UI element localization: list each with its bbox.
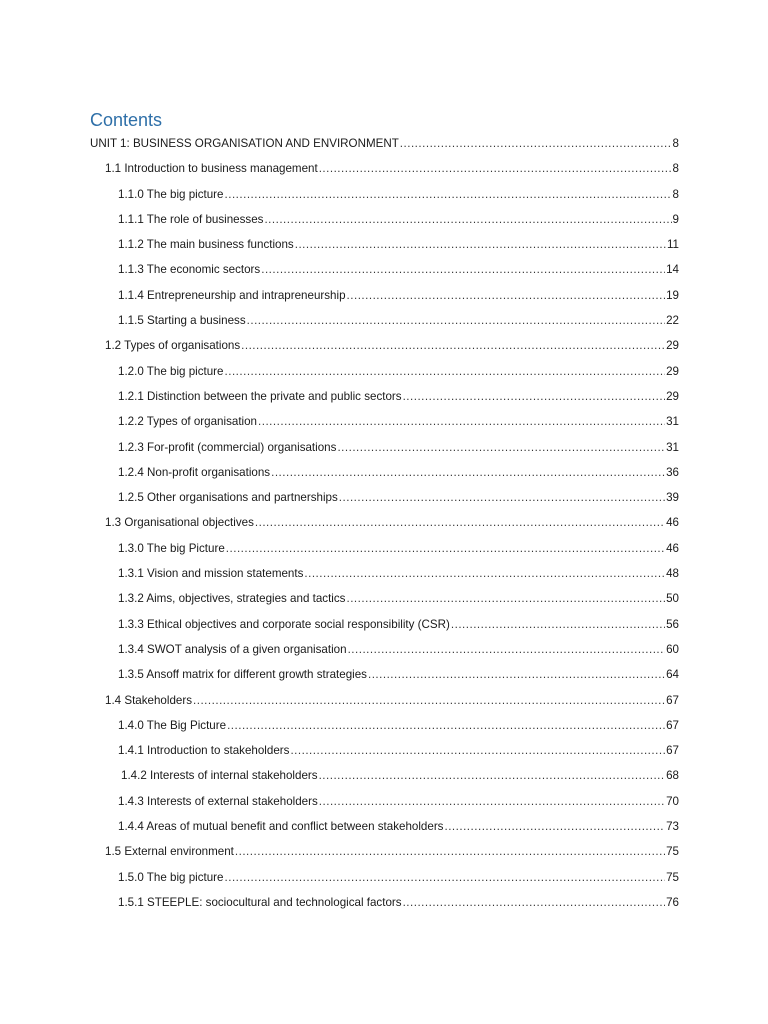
toc-dot-leader: [258, 411, 665, 433]
toc-entry[interactable]: [90, 639, 679, 664]
toc-entry[interactable]: [90, 614, 679, 639]
toc-dot-leader: [226, 538, 665, 560]
toc-entry[interactable]: [90, 715, 679, 740]
toc-entry[interactable]: [90, 664, 679, 689]
toc-entry-page-number: 68: [666, 769, 679, 783]
toc-entry-title: 1.3.4 SWOT analysis of a given organisation: [118, 642, 347, 656]
toc-entry-page-number: 75: [666, 845, 679, 859]
toc-entry[interactable]: [90, 462, 679, 487]
toc-entry-title: 1.3.1 Vision and mission statements: [118, 567, 304, 581]
toc-entry-title: 1.3.5 Ansoff matrix for different growth strategies: [118, 668, 367, 682]
toc-entry-title: 1.5 External environment: [105, 845, 234, 859]
toc-dot-leader: [368, 664, 665, 686]
toc-entry[interactable]: [90, 335, 679, 360]
toc-entry-page-number: 14: [666, 263, 679, 277]
toc-entry-page-number: 67: [666, 718, 679, 732]
toc-entry-page-number: 19: [666, 288, 679, 302]
toc-entry-title: 1.4.3 Interests of external stakeholders: [118, 794, 318, 808]
toc-entry[interactable]: [90, 740, 679, 765]
toc-entry-page-number: 46: [666, 541, 679, 555]
toc-entry-title: 1.3.0 The big Picture: [118, 541, 225, 555]
toc-dot-leader: [193, 690, 665, 712]
toc-dot-leader: [225, 361, 666, 383]
toc-entry[interactable]: [90, 841, 679, 866]
toc-entry-title: 1.4.0 The Big Picture: [118, 718, 227, 732]
toc-entry-title: 1.1 Introduction to business management: [105, 162, 318, 176]
toc-entry[interactable]: [90, 538, 679, 563]
toc-entry-title: 1.2.4 Non-profit organisations: [118, 465, 271, 479]
toc-entry-title: 1.1.5 Starting a business: [118, 314, 246, 328]
toc-entry-page-number: 73: [666, 820, 679, 834]
toc-dot-leader: [337, 437, 665, 459]
toc-entry-title: 1.3.2 Aims, objectives, strategies and tactics: [118, 592, 346, 606]
toc-entry-title: 1.2.5 Other organisations and partnerships: [118, 491, 338, 505]
toc-entry-page-number: 46: [666, 516, 679, 530]
toc-entry-page-number: 48: [666, 567, 679, 581]
toc-entry-title: 1.1.2 The main business functions: [118, 238, 294, 252]
toc-entry-page-number: 70: [666, 794, 679, 808]
toc-entry-title: 1.2.1 Distinction between the private and public sectors: [118, 389, 402, 403]
toc-entry[interactable]: [90, 184, 679, 209]
toc-dot-leader: [255, 512, 665, 534]
toc-dot-leader: [403, 892, 666, 914]
toc-entry[interactable]: [90, 765, 679, 790]
toc-dot-leader: [247, 310, 665, 332]
toc-dot-leader: [225, 184, 672, 206]
toc-dot-leader: [227, 715, 665, 737]
toc-heading: Contents: [90, 110, 163, 130]
toc-entry-page-number: 64: [666, 668, 679, 682]
toc-entry-title: 1.1.0 The big picture: [118, 187, 224, 201]
toc-entry[interactable]: [90, 158, 679, 183]
toc-dot-leader: [271, 462, 665, 484]
toc-entry-page-number: 67: [666, 744, 679, 758]
toc-entry-title: 1.4 Stakeholders: [105, 693, 193, 707]
toc-dot-leader: [319, 791, 665, 813]
toc-dot-leader: [346, 588, 665, 610]
toc-entry[interactable]: [90, 386, 679, 411]
toc-dot-leader: [235, 841, 665, 863]
toc-dot-leader: [319, 765, 666, 787]
toc-entry-title: 1.2.2 Types of organisation: [118, 415, 258, 429]
toc-entry-title: 1.1.3 The economic sectors: [118, 263, 261, 277]
toc-entry-page-number: 67: [666, 693, 679, 707]
toc-list: [90, 133, 679, 917]
toc-dot-leader: [261, 259, 665, 281]
toc-dot-leader: [264, 209, 671, 231]
toc-dot-leader: [290, 740, 665, 762]
toc-entry-page-number: 9: [672, 212, 679, 226]
toc-entry-page-number: 11: [666, 238, 679, 252]
toc-entry-title: 1.4.4 Areas of mutual benefit and conflict between stakeholders: [118, 820, 444, 834]
toc-entry-page-number: 8: [672, 137, 679, 150]
toc-entry-page-number: 60: [666, 642, 679, 656]
toc-entry[interactable]: [90, 816, 679, 841]
toc-entry-page-number: 8: [672, 162, 679, 176]
toc-entry[interactable]: [90, 892, 679, 917]
toc-entry[interactable]: [90, 690, 679, 715]
toc-entry-page-number: 36: [666, 465, 679, 479]
toc-entry-page-number: 29: [666, 339, 679, 353]
toc-entry[interactable]: [90, 133, 679, 158]
toc-dot-leader: [339, 487, 665, 509]
toc-dot-leader: [295, 234, 666, 256]
toc-entry-page-number: 29: [666, 364, 679, 378]
toc-entry-page-number: 56: [666, 617, 679, 631]
toc-dot-leader: [319, 158, 672, 180]
toc-entry-title: 1.5.0 The big picture: [118, 870, 224, 884]
toc-entry[interactable]: [90, 209, 679, 234]
toc-dot-leader: [241, 335, 665, 357]
toc-entry-title: UNIT 1: BUSINESS ORGANISATION AND ENVIRONMENT: [90, 137, 399, 150]
toc-entry-title: 1.2.0 The big picture: [118, 364, 224, 378]
toc-entry[interactable]: [90, 259, 679, 284]
toc-entry-title: 1.1.1 The role of businesses: [118, 212, 264, 226]
toc-entry-title: 1.4.2 Interests of internal stakeholders: [121, 769, 318, 783]
toc-entry-page-number: 29: [666, 389, 679, 403]
toc-entry-title: 1.3.3 Ethical objectives and corporate social responsibility (CSR): [118, 617, 450, 631]
toc-entry-page-number: 76: [666, 895, 679, 909]
toc-entry[interactable]: [90, 487, 679, 512]
toc-entry[interactable]: [90, 361, 679, 386]
toc-entry-page-number: 75: [666, 870, 679, 884]
toc-dot-leader: [348, 639, 666, 661]
toc-entry-title: 1.2 Types of organisations: [105, 339, 241, 353]
toc-entry-title: 1.2.3 For-profit (commercial) organisations: [118, 440, 337, 454]
toc-entry[interactable]: [90, 437, 679, 462]
toc-dot-leader: [347, 285, 666, 307]
toc-entry[interactable]: [90, 791, 679, 816]
toc-entry[interactable]: [90, 285, 679, 310]
toc-entry-page-number: 8: [672, 187, 679, 201]
toc-dot-leader: [451, 614, 665, 636]
toc-entry[interactable]: [90, 563, 679, 588]
toc-entry-title: 1.4.1 Introduction to stakeholders: [118, 744, 290, 758]
toc-entry-page-number: 39: [666, 491, 679, 505]
toc-dot-leader: [444, 816, 665, 838]
toc-entry-page-number: 31: [666, 440, 679, 454]
toc-dot-leader: [403, 386, 666, 408]
toc-dot-leader: [225, 867, 666, 889]
toc-entry-page-number: 22: [666, 314, 679, 328]
toc-entry[interactable]: [90, 512, 679, 537]
toc-entry[interactable]: [90, 867, 679, 892]
toc-entry[interactable]: [90, 234, 679, 259]
toc-entry[interactable]: [90, 310, 679, 335]
toc-entry-title: 1.1.4 Entrepreneurship and intrapreneurship: [118, 288, 346, 302]
toc-entry[interactable]: [90, 588, 679, 613]
toc-entry-title: 1.5.1 STEEPLE: sociocultural and technological factors: [118, 895, 402, 909]
toc-dot-leader: [304, 563, 665, 585]
toc-entry-page-number: 31: [666, 415, 679, 429]
toc-dot-leader: [400, 133, 672, 155]
toc-entry[interactable]: [90, 411, 679, 436]
toc-entry-page-number: 50: [666, 592, 679, 606]
toc-entry-title: 1.3 Organisational objectives: [105, 516, 254, 530]
